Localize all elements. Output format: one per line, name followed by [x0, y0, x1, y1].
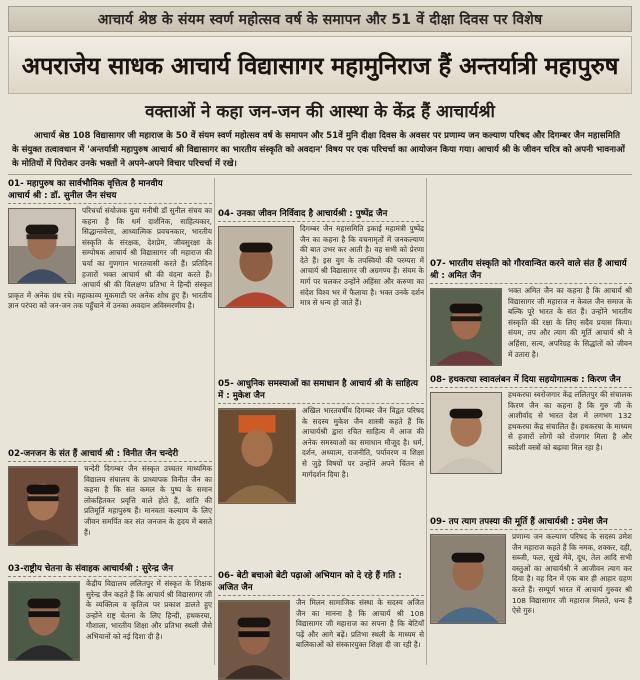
section-author: आचार्य श्री : डॉ. सुनील जैन संचय: [8, 191, 117, 201]
section-title: 01- महापुरुष का सार्वभौमिक वृत्तित्व है मानवीय आचार्य श्री : डॉ. सुनील जैन संचय: [8, 178, 212, 204]
main-headline: अपराजेय साधक आचार्य विद्यासागर महामुनिराज हैं अन्तर्यात्री महापुरुष: [21, 50, 619, 80]
sub-headline: वक्ताओं ने कहा जन-जन की आस्था के केंद्र हैं आचार्यश्री: [145, 101, 495, 122]
intro-divider: [8, 174, 632, 175]
portrait-photo: [218, 226, 294, 308]
section-title: 05- आधुनिक समस्याओं का समाधान है आचार्य श्री के साहित्य में : मुकेश जैन: [218, 378, 424, 404]
section-body: परिचर्चा संयोजक युवा मनीषी डॉ सुनील संचय का कहना है कि धर्म दार्शनिक, साहित्यकार, सिद्धान्तवेत्ता, आध्यात्मिक प्रवचनकार, भारतीय संस्कृति के संरक्षक, देशप्रेम, जीवसुरक्षा के सम्पोषक आचार्य श्री विद्यासागर जी महाराज की चर्या का गुणगान भारतवासी करते हैं। प्रतिदिन हजारों भक्त आचार्य श्री की वंदना करते हैं। आचार्य श्री की विलक्षण प्रतिभा ने हिन्दी संस्कृत प्राकृत में अनेक ग्रंथ रचे। महाकाव्य मूकमाटी पर अनेक शोध हुए हैं। भारतीय ज्ञान परंपरा को जन-जन तक पहुँचाने में उनका अवदान अविस्मरणीय है।: [8, 206, 212, 311]
portrait-photo: [8, 466, 78, 546]
portrait-photo: [218, 600, 290, 680]
headline-box: [8, 36, 632, 94]
article-section: [8, 563, 212, 665]
portrait-photo: [430, 392, 502, 474]
article-section: [218, 208, 424, 358]
section-title: 04- उनका जीवन निर्विवाद है आचार्यश्री : पुष्पेंद्र जैन: [218, 208, 424, 222]
column-divider-2: [426, 178, 427, 665]
intro-text: आचार्य श्रेष्ठ 108 विद्यासागर जी महाराज के 50 वें संयम स्वर्ण महोत्सव वर्ष के समापन और 51वें मुनि दीक्षा दिवस के अवसर पर प्रणाम्य जन कल्याण परिषद और दिगम्बर जैन महासमिति के संयुक्त तत्वावधान में 'अन्तर्यात्री महापुरुष आचार्य श्री विद्यासागर का भारतीय संस्कृति को अवदान' विषय पर एक परिचर्चा का आयोजन किया गया। आचार्य श्री के जीवन चरित्र को अपनी भावनाओं के मोतियों में पिरोकर उनके भक्तों ने अपने-अपने विचार परिचर्चा में रखे।: [12, 131, 625, 169]
section-body: दिगम्बर जैन महासमिति इकाई महामंत्री पुष्पेंद्र जैन का कहना है कि वचनामृतों में जनकल्याण की बात उभर कर आती है। वह सभी को प्रेरणा देते हैं। इस युग के तपस्वियों की परम्परा में आचार्य श्री विद्यासागर जी अग्रगण्य हैं। संयम के मार्ग पर चलकर उन्होंने अहिंसा और करुणा का संदेश विश्व भर में फैलाया है। भक्त उनके दर्शन मात्र से धन्य हो जाते हैं।: [218, 224, 424, 309]
section-body: अखिल भारतवर्षीय दिगम्बर जैन विद्वत परिषद के सदस्य मुकेश जैन शास्त्री कहते हैं कि आचार्यश्री द्वारा रचित साहित्य में आज की अनेक समस्याओं का समाधान मौजूद है। धर्म, दर्शन, अध्यात्म, राजनीति, पर्यावरण व शिक्षा से जुड़े विषयों पर उन्होंने अपने चिंतन से मार्गदर्शन दिया है।: [218, 406, 424, 480]
section-title: 06- बेटी बचाओ बेटी पढ़ाओ अभियान को दे रहे हैं गति : अजित जैन: [218, 570, 424, 596]
column-1: [8, 178, 212, 665]
article-section: [430, 374, 632, 504]
section-title: 09- तप त्याग तपस्या की मूर्ति हैं आचार्यश्री : उमेश जैन: [430, 516, 632, 530]
special-banner: [8, 6, 632, 32]
portrait-photo: [218, 408, 296, 504]
portrait-photo: [8, 581, 80, 661]
banner-text: आचार्य श्रेष्ठ के संयम स्वर्ण महोत्सव वर्ष के समापन और 51 वें दीक्षा दिवस पर विशेष: [97, 11, 543, 28]
column-divider-1: [214, 178, 215, 665]
section-title: 03-राष्ट्रीय चेतना के संवाहक आचार्यश्री : सुरेन्द्र जैन: [8, 563, 212, 577]
article-section: [430, 516, 632, 665]
article-section: [218, 570, 424, 665]
column-2: [218, 178, 424, 665]
column-3: [430, 178, 632, 665]
article-section: [8, 178, 212, 443]
section-body: प्रणाम्य जन कल्याण परिषद के सदस्य उमेश जैन महाराज कहते हैं कि नमक, शक्कर, दही, सब्जी, फल, सूखे मेवे, दूध, तेल आदि सभी वस्तुओं का आचार्यश्री ने आजीवन त्याग कर दिया है। वह दिन में एक बार ही आहार ग्रहण करते हैं। सम्पूर्ण भारत में आचार्य गुरुवर श्री 108 विद्यासागर जी महाराज मिलते, धन्य हैं ऐसे गुरु।: [430, 532, 632, 617]
section-body: चन्देरी दिगम्बर जैन संस्कृत उच्चतर माध्यमिक विद्यालय संघालय के प्राध्यापक विनीत जैन का कहना है कि संत कमल के पुष्प के समान लोकहितकर प्रवृत्ति वाले होते हैं, शांति की प्रतिमूर्ति महापुरुष हैं। मानवता कल्याण के लिए जीवन समर्पित कर संत जनजन के हृदय में बसते हैं।: [8, 464, 212, 538]
section-body: केंद्रीय विद्यालय ललितपुर में संस्कृत के शिक्षक सुरेन्द्र जैन कहते हैं कि आचार्य श्री विद्यासागर जी के व्यक्तित्व व कृतित्व पर प्रकाश डालते हुए उन्होंने राष्ट्र चेतना के लिए हिन्दी, हथकरघा, गौशाला, भारतीय शिक्षा और प्रतिभा स्थली जैसे अभियानों को नई दिशा दी है।: [8, 579, 212, 643]
section-title: 08- हथकरघा स्वावलंबन में दिया सहयोगात्मक : किरण जैन: [430, 374, 632, 388]
portrait-photo: [8, 208, 76, 284]
section-body: हथकरघा स्वरोजगार केंद्र ललितपुर की संचालक किरण जैन का कहना है कि गुरु जी के आशीर्वाद से भारत देश में लगभग 132 हथकरघा केंद्र संचालित हैं। हथकरघा के माध्यम से हजारों लोगों को रोजगार मिला है और स्वदेशी वस्त्रों को बढ़ावा मिल रहा है।: [430, 390, 632, 454]
section-title: 02-जनजन के संत हैं आचार्य श्री : विनीत जैन चन्देरी: [8, 448, 212, 462]
section-title: 07- भारतीय संस्कृति को गौरवान्वित करने वाले संत हैं आचार्य श्री : अमित जैन: [430, 258, 632, 284]
article-section: [218, 378, 424, 563]
article-section: [8, 448, 212, 556]
article-section: [430, 258, 632, 359]
section-body: भक्त अमित जैन का कहना है कि आचार्य श्री विद्यासागर जी महाराज न केवल जैन समाज के बल्कि पूरे भारत के संत हैं। उन्होंने भारतीय संस्कृति की रक्षा के लिए सदैव प्रयास किया। संयम, तप और त्याग की मूर्ति आचार्य श्री ने अहिंसा, सत्य, अपरिग्रह के सिद्धांतों को जीवन में उतारा है।: [430, 286, 632, 360]
intro-paragraph: [12, 129, 628, 171]
section-body: जैन मिलन सामाजिक संस्था के सदस्य अजित जैन का मानना है कि आचार्य श्री 108 विद्यासागर जी महाराज का सपना है कि बेटियाँ पढ़ें और आगे बढ़ें। प्रतिभा स्थली के माध्यम से बालिकाओं को संस्कारयुक्त शिक्षा दी जा रही है।: [218, 598, 424, 651]
portrait-photo: [430, 288, 502, 366]
portrait-photo: [430, 534, 506, 624]
